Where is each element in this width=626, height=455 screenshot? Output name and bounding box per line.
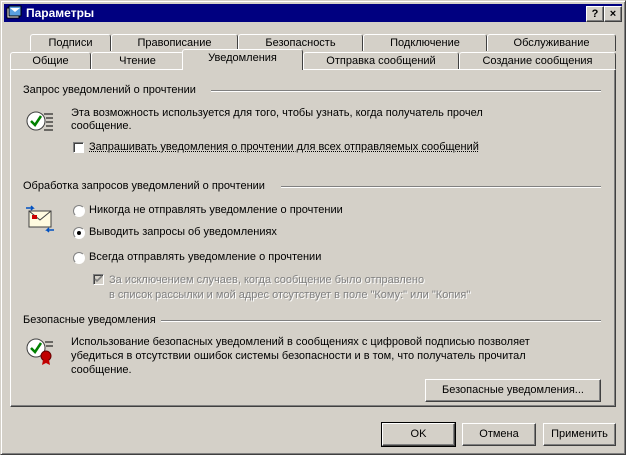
tab-compose[interactable]: Создание сообщения [459,52,616,69]
request-receipt-label[interactable]: Запрашивать уведомления о прочтении для всех отправляемых сообщений [89,141,479,153]
radio-always-send-label[interactable]: Всегда отправлять уведомление о прочтении [89,251,322,263]
radio-prompt-label[interactable]: Выводить запросы об уведомлениях [89,226,277,238]
receipts-panel [10,69,616,407]
read-receipt-icon [25,108,55,136]
exception-label-line1: За исключением случаев, когда сообщение было отправлено [109,274,425,286]
read-receipt-desc-line1: Эта возможность используется для того, чтобы узнать, когда получатель прочел [71,107,483,119]
secure-receipts-button[interactable]: Безопасные уведомления... [425,379,601,402]
secure-receipt-desc-line1: Использование безопасных уведомлений в сообщениях с цифровой подписью позволяет [71,336,530,348]
cancel-button[interactable]: Отмена [462,423,536,446]
ok-button[interactable]: OK [382,423,455,446]
tab-signatures[interactable]: Подписи [30,34,111,51]
radio-never-send-label[interactable]: Никогда не отправлять уведомление о прочтении [89,204,343,216]
close-button[interactable]: × [604,6,622,22]
radio-never-send[interactable] [73,205,85,217]
receipt-handling-heading: Обработка запросов уведомлений о прочтении [23,180,265,192]
tab-send[interactable]: Отправка сообщений [303,52,459,69]
secure-receipt-desc-line3: сообщение. [71,364,132,376]
read-receipt-request-heading: Запрос уведомлений о прочтении [23,84,196,96]
secure-receipt-icon [25,336,55,366]
section-divider [211,90,601,92]
exception-checkbox[interactable] [93,274,104,285]
tab-receipts[interactable]: Уведомления [182,49,303,70]
secure-receipt-desc-line2: убедиться в отсутствии ошибок системы безопасности и в том, что получатель прочитал [71,350,526,362]
help-button[interactable]: ? [586,6,604,22]
envelope-arrows-icon [25,205,55,233]
request-receipt-checkbox[interactable] [73,142,84,153]
read-receipt-desc-line2: сообщение. [71,120,132,132]
secure-receipts-heading: Безопасные уведомления [23,314,156,326]
app-icon [6,5,22,21]
radio-prompt[interactable] [73,227,85,239]
title-bar[interactable] [4,4,622,22]
tab-read[interactable]: Чтение [91,52,184,69]
tab-general[interactable]: Общие [10,52,91,69]
tab-spelling[interactable]: Правописание [111,34,238,51]
radio-always-send[interactable] [73,252,85,264]
tab-security[interactable]: Безопасность [238,34,363,51]
exception-label-line2: в список рассылки и мой адрес отсутствует в поле "Кому:" или "Копия" [109,289,471,301]
tab-maintenance[interactable]: Обслуживание [487,34,616,51]
section-divider [161,320,601,322]
checkmark-icon [94,275,103,284]
window-title: Параметры [26,6,95,20]
section-divider [281,186,601,188]
apply-button[interactable]: Применить [543,423,616,446]
radio-selected-dot [77,231,81,235]
tab-connection[interactable]: Подключение [363,34,487,51]
